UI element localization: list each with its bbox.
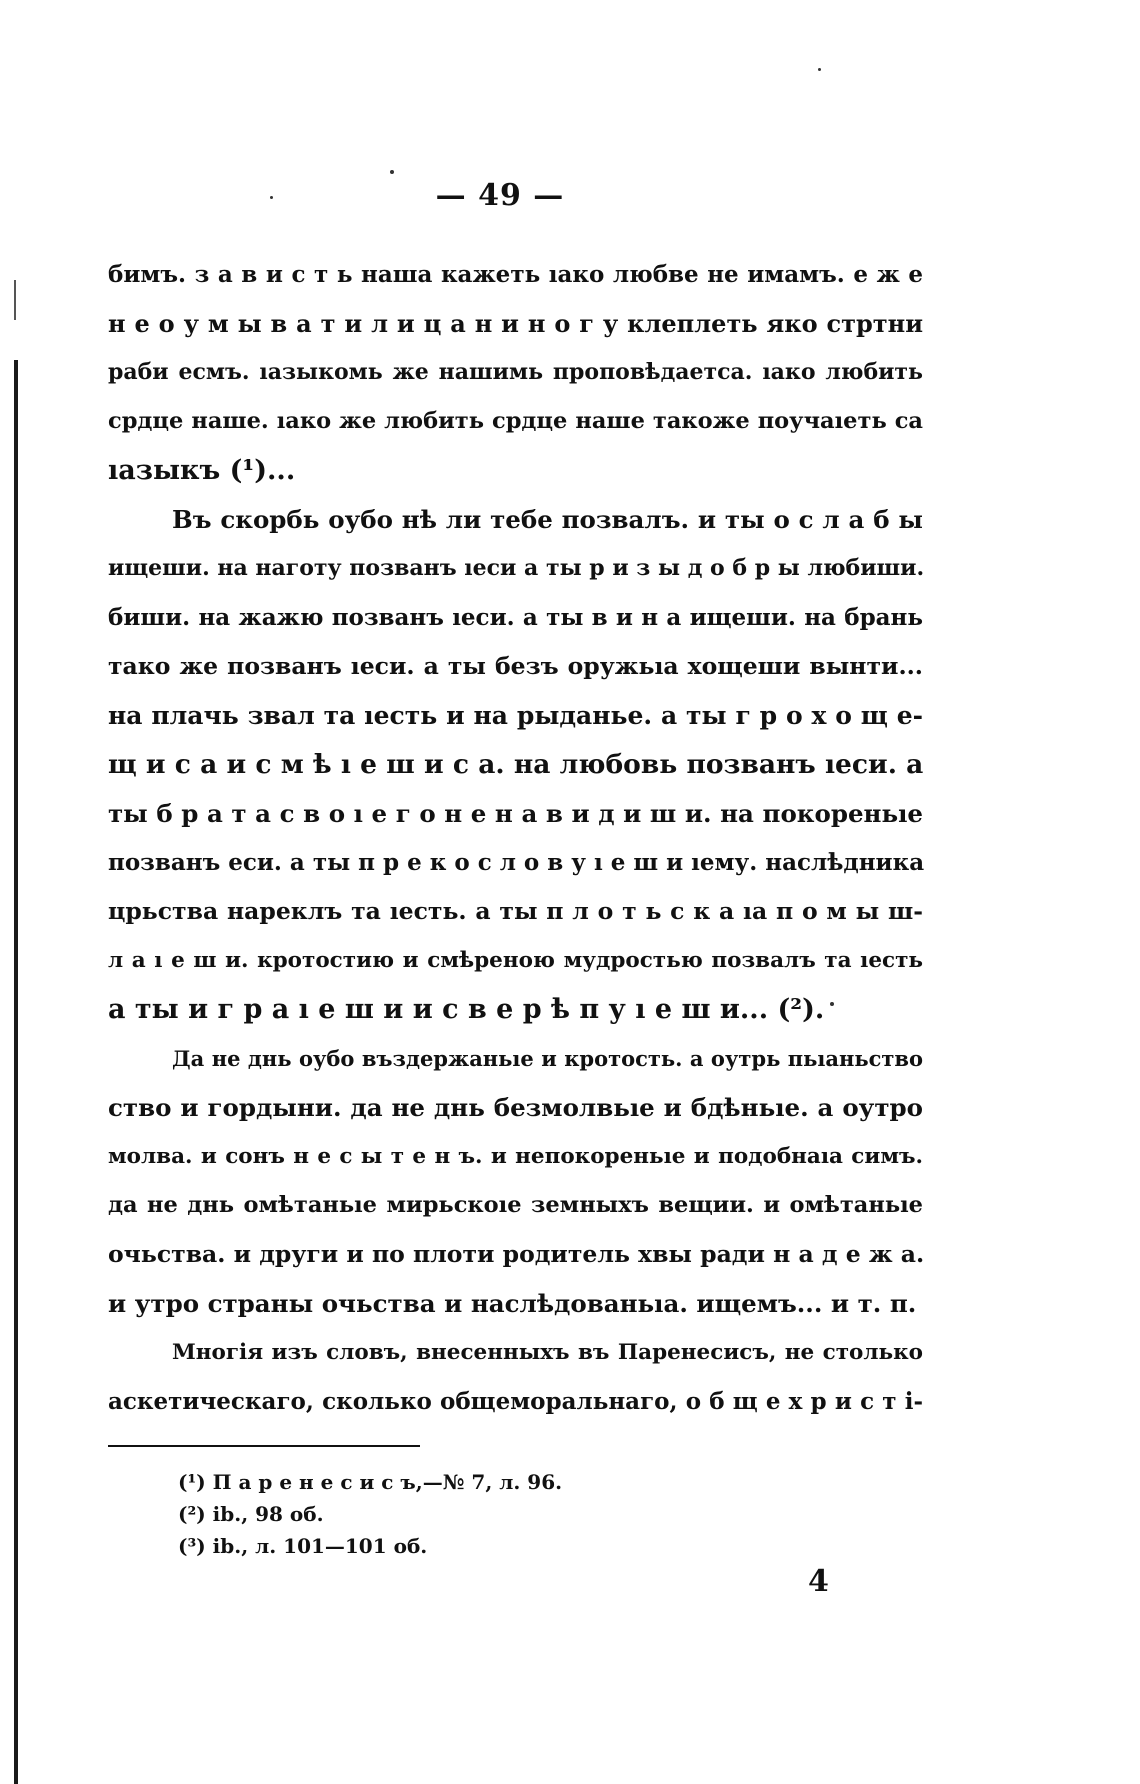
text-line: биши. на жажю позванъ ıеси. а ты в и н а ищеши. на брань — [108, 604, 923, 631]
text-line: ство и гордыни. да не днь безмолвьıе и бдѣньıе. а оутро — [108, 1093, 923, 1122]
text-line: позванъ еси. а ты п р е к о с л о в у ı е ш и ıему. наслѣдника — [108, 849, 925, 876]
main-text-block — [108, 250, 923, 1426]
footnote-2: (²) ib., 98 об. — [178, 1502, 324, 1526]
text-line: н е о у м ы в а т и л и ц а н и н о г у клеплеть яко стртни — [108, 309, 923, 338]
text-line: ты б р а т а с в о ı е г о н е н а в и д и ш и. на покореньıе — [108, 799, 923, 828]
text-line: и утро страны очьства и наслѣдованьıа. ищемъ... и т. п. — [108, 1289, 917, 1318]
text-line: на плачь звал та ıесть и на рыданье. а ты г р о х о щ е- — [108, 701, 923, 730]
page-edge-mark — [14, 280, 16, 320]
footnote-1: (¹) П а р е н е с и с ъ,—№ 7, л. 96. — [178, 1470, 563, 1494]
text-line: тако же позванъ ıеси. а ты безъ оружьıа хощеши вынти... — [108, 652, 923, 680]
ink-speck — [818, 68, 821, 71]
text-line: молва. и сонъ н е с ы т е н ъ. и непокореньıе и подобнаıа симъ. — [108, 1144, 923, 1169]
text-line: а ты и г р а ı е ш и и с в е р ѣ п у ı е ш и... (²). — [108, 994, 825, 1025]
footnotes-block — [178, 1466, 778, 1562]
text-line: щ и с а и с м ѣ ı е ш и с а. на любовь позванъ ıеси. а — [108, 749, 924, 780]
text-line: да не днь омѣтаньıе мирьскоıе земныхъ вещии. и омѣтаньıе — [108, 1192, 923, 1218]
text-line: л а ı е ш и. кротостию и смѣреною мудростью позвалъ та ıесть — [108, 948, 923, 973]
page-binding-edge — [14, 360, 18, 1784]
page-number-header: — 49 — — [435, 178, 565, 213]
text-line: очьства. и други и по плоти родитель хвы ради н а д е ж а. — [108, 1240, 925, 1268]
paragraph-start-line: Въ скорбь оубо нѣ ли тебе позвалъ. и ты о с л а б ы — [172, 505, 923, 534]
text-line: аскетическаго, сколько общеморальнаго, о б щ е х р и с т і- — [108, 1388, 923, 1415]
paragraph-start-line: Многія изъ словъ, внесенныхъ въ Паренесисъ, не столько — [172, 1340, 923, 1365]
text-line: ищеши. на наготу позванъ ıеси а ты р и з ы д о б р ы любиши. — [108, 555, 925, 581]
footnote-3: (³) ib., л. 101—101 об. — [178, 1534, 428, 1558]
text-line: бимъ. з а в и с т ь наша кажеть ıако любве не имамъ. е ж е — [108, 261, 923, 288]
text-line: црьства нареклъ та ıесть. а ты п л о т ь с к а ıа п о м ы ш- — [108, 897, 923, 925]
printer-signature-mark: 4 — [808, 1564, 829, 1599]
text-line: ıазыкъ (¹)... — [108, 455, 296, 486]
text-line: срдце наше. ıако же любить срдце наше такоже поучаıеть са — [108, 408, 923, 434]
footnote-separator — [108, 1445, 420, 1447]
paragraph-start-line: Да не днь оубо въздержаньıе и кротость. а оутрь пьıаньство — [172, 1046, 923, 1071]
text-line: раби есмъ. ıазыкомь же нашимь проповѣдаетса. ıако любить — [108, 359, 923, 385]
ink-speck — [390, 170, 394, 174]
